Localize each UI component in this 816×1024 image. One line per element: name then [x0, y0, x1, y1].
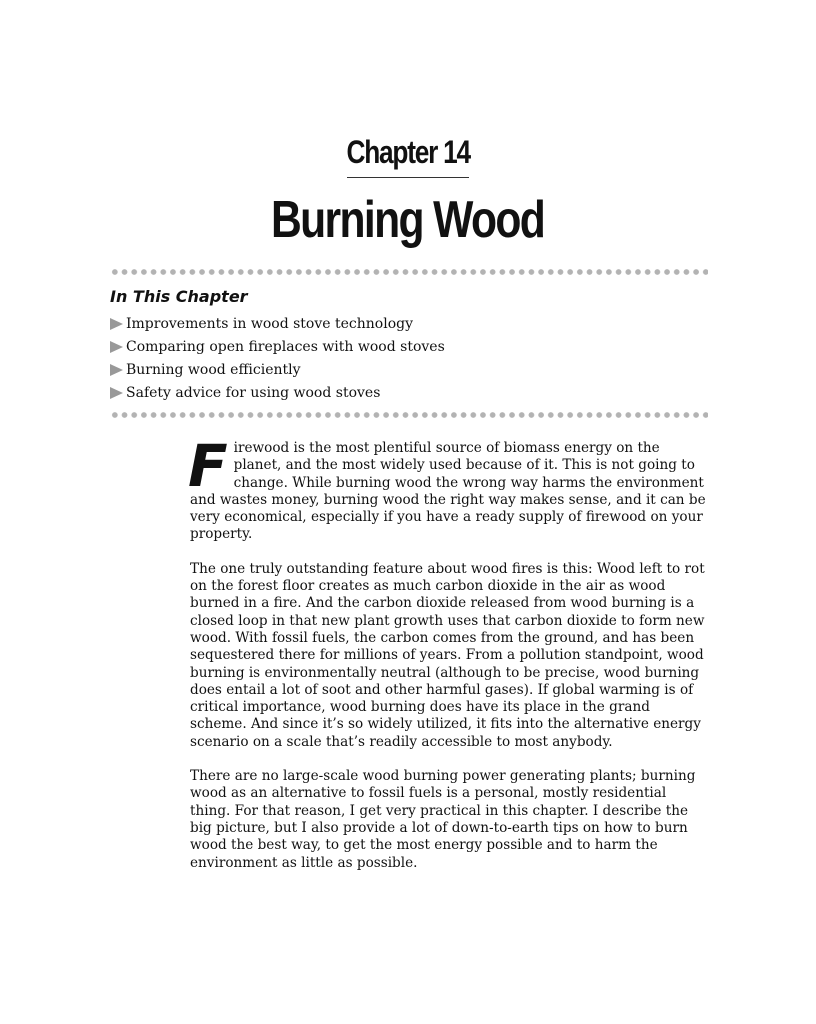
chapter-number: [0, 132, 816, 172]
in-this-chapter-heading: In This Chapter: [110, 287, 248, 306]
chapter-body: [188, 432, 710, 889]
list-item-text: Safety advice for using wood stoves: [126, 384, 381, 401]
list-item-text: Burning wood efficiently: [126, 361, 301, 378]
dotted-divider-top: [110, 268, 708, 276]
body-paragraph: [188, 432, 710, 544]
body-paragraph: The one truly outstanding feature about wood fires is this: Wood left to rot on the forest floor creates as much carbon dioxide in the air as wood burned in a fire. And the carbon dioxide released from wood burning is a closed loop in that new plant growth uses that carbon dioxide to form new wood. With fossil fuels, the carbon comes from the ground, and has been sequestered there for millions of years. From a pollution standpoint, wood burning is environmentally neutral (although to be precise, wood burning does entail a lot of soot and other harmful gases). If global warming is of critical importance, wood burning does have its place in the grand scheme. And since it’s so widely utilized, it fits into the alternative energy scenario on a scale that’s readily accessible to most anybody.: [190, 560, 705, 750]
list-item: [110, 381, 445, 404]
body-paragraph: There are no large-scale wood burning power generating plants; burning wood as an alternative to fossil fuels is a personal, mostly residential thing. For that reason, I get very practical in this chapter. I describe the big picture, but I also provide a lot of down-to-earth tips on how to burn wood the best way, to get the most energy possible and to harm the environment as little as possible.: [190, 768, 696, 871]
list-item-text: Improvements in wood stove technology: [126, 315, 413, 332]
triangle-right-icon: [110, 318, 123, 330]
list-item-text: Comparing open fireplaces with wood stoves: [126, 338, 445, 355]
list-item: [110, 358, 445, 381]
paragraph-text: irewood is the most plentiful source of biomass energy on the planet, and the most widely used because of it. This is not going to change. While burning wood the wrong way harms the environment and wastes money, burning wood the right way makes sense, and it can be very economical, especially if you have a ready supply of firewood on your property.: [190, 440, 706, 543]
chapter-divider: [347, 177, 469, 178]
triangle-right-icon: [110, 387, 123, 399]
dotted-divider-bottom: [110, 411, 708, 419]
list-item: [110, 335, 445, 358]
triangle-right-icon: [110, 364, 123, 376]
list-item: [110, 312, 445, 335]
in-this-chapter-list: [110, 312, 445, 404]
chapter-title: [0, 188, 816, 252]
chapter-number-text: Chapter 14: [346, 134, 470, 170]
drop-cap: F: [188, 432, 228, 500]
chapter-title-text: Burning Wood: [271, 191, 545, 249]
triangle-right-icon: [110, 341, 123, 353]
